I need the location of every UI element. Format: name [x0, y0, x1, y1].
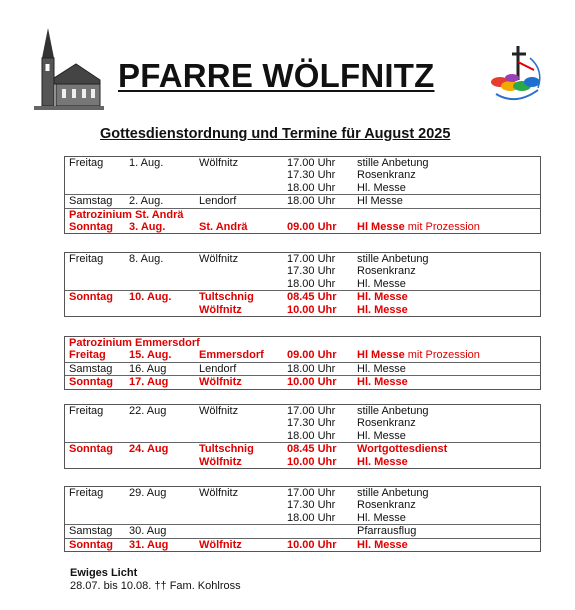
cell-c3: Tultschnig [199, 443, 254, 456]
schedule-row [65, 456, 540, 468]
schedule-row [65, 337, 540, 349]
cell-c5: Hl. Messe [357, 455, 408, 468]
church-icon [34, 28, 104, 110]
cell-c4: 17.30 Uhr [287, 499, 336, 512]
cell-c3: Wölfnitz [199, 303, 242, 316]
procession-note: mit Prozession [404, 220, 480, 233]
cell-c4: 17.00 Uhr [287, 253, 336, 265]
cell-c2: 29. Aug [129, 487, 167, 499]
service-label: Hl Messe [357, 349, 405, 362]
schedule-row [65, 512, 540, 524]
cell-c3: Wölfnitz [199, 405, 239, 417]
cell-c3: Lendorf [199, 195, 237, 208]
cell-c3: Tultschnig [199, 291, 254, 304]
schedule-row [65, 430, 540, 442]
cell-c4: 08.45 Uhr [287, 443, 337, 456]
schedule-block [64, 252, 541, 317]
schedule-row [65, 290, 540, 303]
cell-c1: Patrozinium St. Andrä [69, 208, 184, 221]
cell-c1: Patrozinium Emmersdorf [69, 337, 200, 349]
cell-c4: 09.00 Uhr [287, 349, 337, 362]
cell-c5 [357, 221, 480, 233]
cell-c5: Hl. Messe [357, 303, 408, 316]
cell-c5: Hl. Messe [357, 376, 408, 389]
schedule-row [65, 157, 540, 169]
cell-c3: Wölfnitz [199, 538, 242, 551]
cell-c4: 08.45 Uhr [287, 291, 337, 304]
cell-c5: Hl. Messe [357, 291, 408, 304]
cell-c5: Rosenkranz [357, 265, 416, 278]
cell-c2: 1. Aug. [129, 157, 164, 169]
cell-c4: 17.00 Uhr [287, 487, 336, 499]
schedule-row [65, 169, 540, 181]
schedule-block [64, 336, 541, 390]
cell-c3: St. Andrä [199, 220, 248, 233]
cell-c4: 18.00 Uhr [287, 195, 336, 208]
schedule-row [65, 278, 540, 290]
cell-c5: Wortgottesdienst [357, 443, 448, 456]
cell-c1: Sonntag [69, 376, 113, 389]
schedule-row [65, 194, 540, 207]
cell-c1: Freitag [69, 253, 104, 265]
schedule-row [65, 405, 540, 417]
cell-c5: Rosenkranz [357, 417, 416, 430]
cell-c5 [357, 349, 480, 361]
cell-c4: 17.30 Uhr [287, 417, 336, 430]
schedule-row [65, 524, 540, 537]
cell-c3: Wölfnitz [199, 376, 242, 389]
cell-c4: 09.00 Uhr [287, 220, 337, 233]
cell-c2: 30. Aug [129, 525, 167, 538]
cell-c4: 17.00 Uhr [287, 405, 336, 417]
cell-c1: Samstag [69, 362, 113, 375]
schedule-block [64, 404, 541, 469]
cell-c4: 18.00 Uhr [287, 362, 336, 375]
schedule-row [65, 253, 540, 265]
cell-c5: Hl. Messe [357, 181, 406, 194]
cell-c4: 18.00 Uhr [287, 429, 336, 442]
cell-c2: 22. Aug [129, 405, 167, 417]
schedule-block [64, 156, 541, 234]
cell-c2: 8. Aug. [129, 253, 164, 265]
schedule-row [65, 349, 540, 361]
cell-c3: Emmersdorf [199, 349, 264, 362]
schedule-row [65, 208, 540, 221]
cell-c5: Pfarrausflug [357, 525, 417, 538]
cell-c2: 16. Aug [129, 362, 167, 375]
cell-c2: 24. Aug [129, 443, 169, 456]
cell-c5: stille Anbetung [357, 253, 429, 265]
cell-c1: Freitag [69, 349, 106, 362]
cell-c1: Samstag [69, 525, 113, 538]
cell-c5: Hl. Messe [357, 362, 406, 375]
schedule-row [65, 442, 540, 455]
cell-c3: Lendorf [199, 362, 237, 375]
schedule-row [65, 362, 540, 375]
cell-c1: Samstag [69, 195, 113, 208]
cell-c5: Hl Messe [357, 195, 403, 208]
schedule-row [65, 417, 540, 429]
cell-c3: Wölfnitz [199, 157, 239, 169]
cell-c3: Wölfnitz [199, 455, 242, 468]
service-label: Hl Messe [357, 220, 405, 233]
procession-note: mit Prozession [404, 349, 480, 362]
cell-c4: 10.00 Uhr [287, 538, 337, 551]
cell-c1: Sonntag [69, 538, 113, 551]
cell-c2: 3. Aug. [129, 220, 166, 233]
cell-c4: 10.00 Uhr [287, 376, 337, 389]
schedule-row [65, 499, 540, 511]
eternal-light-title: Ewiges Licht [70, 567, 138, 579]
jubilee-logo-icon [482, 40, 550, 108]
schedule-row [65, 265, 540, 277]
cell-c3: Wölfnitz [199, 253, 239, 265]
schedule-row [65, 375, 540, 388]
cell-c5: stille Anbetung [357, 487, 429, 499]
cell-c1: Freitag [69, 405, 104, 417]
cell-c4: 17.30 Uhr [287, 265, 336, 278]
cell-c5: Rosenkranz [357, 169, 416, 182]
cell-c4: 10.00 Uhr [287, 303, 337, 316]
schedule-block [64, 486, 541, 552]
cell-c5: stille Anbetung [357, 157, 429, 169]
schedule-row [65, 182, 540, 194]
cell-c4: 18.00 Uhr [287, 511, 336, 524]
cell-c5: Rosenkranz [357, 499, 416, 512]
cell-c5: Hl. Messe [357, 511, 406, 524]
schedule-row [65, 538, 540, 551]
cell-c5: Hl. Messe [357, 429, 406, 442]
cell-c2: 10. Aug. [129, 291, 172, 304]
cell-c2: 31. Aug [129, 538, 169, 551]
cell-c4: 18.00 Uhr [287, 181, 336, 194]
cell-c1: Sonntag [69, 291, 113, 304]
cell-c4: 17.00 Uhr [287, 157, 336, 169]
page-title: PFARRE WÖLFNITZ [118, 57, 435, 94]
schedule-row [65, 221, 540, 233]
cell-c5: Hl. Messe [357, 277, 406, 290]
cell-c4: 17.30 Uhr [287, 169, 336, 182]
cell-c2: 17. Aug [129, 376, 169, 389]
cell-c3: Wölfnitz [199, 487, 239, 499]
schedule-row [65, 487, 540, 499]
cell-c1: Sonntag [69, 220, 113, 233]
cell-c1: Freitag [69, 487, 104, 499]
cell-c1: Freitag [69, 157, 104, 169]
cell-c5: stille Anbetung [357, 405, 429, 417]
cell-c2: 15. Aug. [129, 349, 172, 362]
cell-c2: 2. Aug. [129, 195, 164, 208]
cell-c1: Sonntag [69, 443, 113, 456]
eternal-light-text: 28.07. bis 10.08. †† Fam. Kohlross [70, 580, 241, 592]
cell-c4: 10.00 Uhr [287, 455, 337, 468]
cell-c4: 18.00 Uhr [287, 277, 336, 290]
cell-c5: Hl. Messe [357, 538, 408, 551]
schedule-row [65, 304, 540, 316]
schedule-subtitle: Gottesdienstordnung und Termine für August 2025 [100, 126, 451, 142]
